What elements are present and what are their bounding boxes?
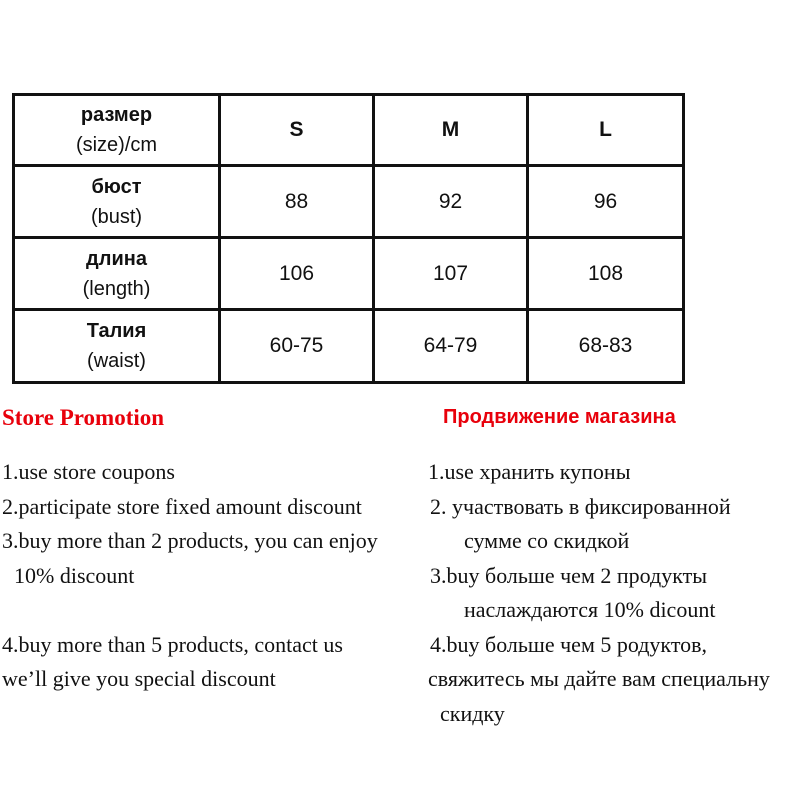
promo-en-line-3: 3.buy more than 2 products, you can enjoy	[2, 528, 378, 553]
size-table	[12, 93, 685, 384]
table-row-bust	[14, 166, 684, 238]
bust-l-value: 96	[528, 166, 684, 238]
size-label-ru: размер	[80, 104, 153, 126]
row-header-waist	[14, 310, 220, 383]
promotion-title-ru: Продвижение магазина	[443, 406, 676, 428]
length-label-en: (length)	[82, 277, 151, 300]
bust-s-value: 88	[220, 166, 374, 238]
promo-ru-line-2: 2. участвовать в фиксированной	[430, 493, 731, 519]
table-row-length	[14, 238, 684, 310]
promo-ru-line-5: наслаждаются 10% dicount	[464, 597, 716, 622]
waist-m-value: 64-79	[374, 310, 528, 383]
promotion-list-en	[2, 455, 378, 697]
promo-ru-line-4: 3.buy больше чем 2 продукты	[430, 562, 707, 588]
promo-en-line-2: 2.participate store fixed amount discount	[2, 493, 362, 519]
size-label-en: (size)/cm	[75, 134, 158, 156]
promo-en-line-blank	[2, 593, 378, 628]
waist-label-ru: Талия	[86, 320, 147, 342]
table-header-row	[14, 95, 684, 166]
length-m-value: 107	[374, 238, 528, 310]
row-header-length	[14, 238, 220, 310]
length-label-ru: длина	[86, 247, 147, 270]
promo-en-line-4: 10% discount	[14, 562, 135, 588]
promo-en-line-1: 1.use store coupons	[2, 459, 175, 484]
waist-label-en: (waist)	[87, 350, 146, 372]
size-l-header: L	[528, 95, 684, 166]
promo-en-line-6: we’ll give you special discount	[2, 666, 276, 691]
size-s-header: S	[220, 95, 374, 166]
waist-l-value: 68-83	[528, 310, 684, 383]
promo-ru-line-6: 4.buy больше чем 5 родуктов,	[430, 631, 708, 657]
length-s-value: 106	[220, 238, 374, 310]
size-m-header: M	[374, 95, 528, 166]
bust-m-value: 92	[374, 166, 528, 238]
bust-label-ru: бюст	[91, 175, 142, 198]
promo-ru-line-8: скидку	[440, 700, 505, 726]
promo-en-line-5: 4.buy more than 5 products, contact us	[2, 631, 343, 657]
row-header-size	[14, 95, 220, 166]
promotion-title-en: Store Promotion	[2, 405, 165, 430]
promotion-list-ru	[428, 455, 770, 731]
promo-ru-line-1: 1.use хранить купоны	[428, 459, 631, 484]
promo-ru-line-7: свяжитесь мы дайте вам специальну	[428, 666, 770, 691]
row-header-bust	[14, 166, 220, 238]
waist-s-value: 60-75	[220, 310, 374, 383]
bust-label-en: (bust)	[90, 205, 143, 228]
length-l-value: 108	[528, 238, 684, 310]
promo-ru-line-3: сумме со скидкой	[464, 528, 630, 553]
table-row-waist	[14, 310, 684, 383]
